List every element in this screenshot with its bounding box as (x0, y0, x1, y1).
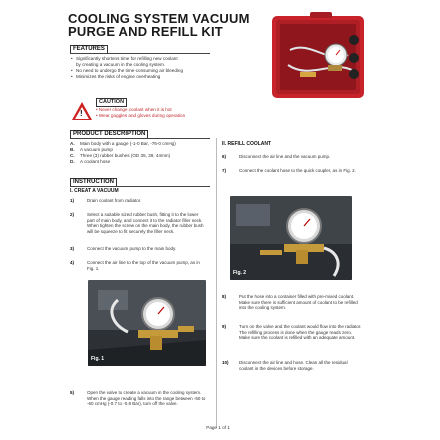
product-description-list (70, 141, 210, 165)
figure-2-label: Fig. 2 (233, 270, 247, 277)
description-item: A. Main body with a gauge (-1-0 Bar, -76-0 cmHg) (70, 141, 176, 146)
figure-1-label: Fig. 1 (91, 356, 105, 363)
create-vacuum-title: I. CREAT A VACUUM (70, 188, 119, 194)
instruction-sheet (68, 10, 368, 435)
page-footer: Page 1 of 1 (206, 425, 230, 430)
product-kit-image (270, 10, 370, 102)
feature-item-cont: by creating a vacuum in the cooling system. (76, 62, 166, 67)
caution-list (96, 107, 185, 119)
product-description-heading: PRODUCT DESCRIPTION (70, 130, 148, 139)
title-line-1: COOLING SYSTEM VACUUM (68, 11, 250, 26)
caution-label: CAUTION (96, 98, 127, 107)
feature-item: • Significantly shortens time for refilling new coolant (70, 56, 210, 62)
instruction-heading: INSTRUCTION (70, 178, 117, 187)
figure-2-photo (230, 196, 352, 280)
features-rule (70, 53, 210, 54)
left-steps: 1) Drain coolant from radiator. 2) Select a suitable sized rubber bush, fitting it to the lower part of main body, and connect it to the radiator filler neck. When tighten the screw on the main body, the rubber bush will be squeeze to fit securely the filler neck. 3) Connect the vacuum pump to the main body. 4) Connect the air line to the top of the vacuum pump, as in Fig. 1. Fig. 1 5) Open the valve to create a vacuum in the cooling system. When the gauge reading falls into the range between -50 to -60 cmHg (-0.7 to -0.8 Bar), turn off the valve. (70, 198, 206, 407)
caution-item: • Wear goggles and gloves during operation (96, 113, 186, 118)
description-item: B. A vacuum pump (70, 147, 113, 152)
column-divider (216, 138, 217, 428)
description-item: C. Three (3) rubber bushes (OD 35, 39, 44mm) (70, 153, 171, 158)
description-item: D. A coolant hose (70, 159, 111, 164)
features-heading: FEATURES (70, 45, 108, 54)
figure-1-photo (88, 280, 206, 366)
right-steps: 6) Disconnect the air line and the vacuum pump. 7) Connect the coolant hose to the quick coupler, as in Fig. 2. Fig. 2 8) Put the hose into a container filled with pre-mixed coolant. Make sure there is sufficient amount of coolant to be refilled into the cooling system. 9) Turn on the valve and the coolant would flow into the radiator. The refilling process is done when the gauge reads zero. Make sure the coolant is refilled with an adequate amount. 10) Disconnect the air line and hose. Clean all the residual coolant in the devices before storage. (222, 154, 362, 371)
instruction-rule (70, 186, 210, 187)
feature-item: • Minimizes the risks of engine overheating (70, 74, 210, 80)
product-description-rule (70, 138, 210, 139)
feature-item: • No need to undergo the time-consuming air bleeding (70, 68, 210, 74)
caution-box: ! CAUTION • Never change coolant when it is hot • Wear goggles and gloves during operation (72, 98, 212, 126)
page-title (68, 12, 258, 38)
features-list (70, 56, 210, 80)
caution-item: • Never change coolant when it is hot (96, 107, 172, 112)
title-line-2: PURGE AND REFILL KIT (68, 24, 223, 39)
refill-coolant-title: II. REFILL COOLANT (222, 141, 272, 147)
